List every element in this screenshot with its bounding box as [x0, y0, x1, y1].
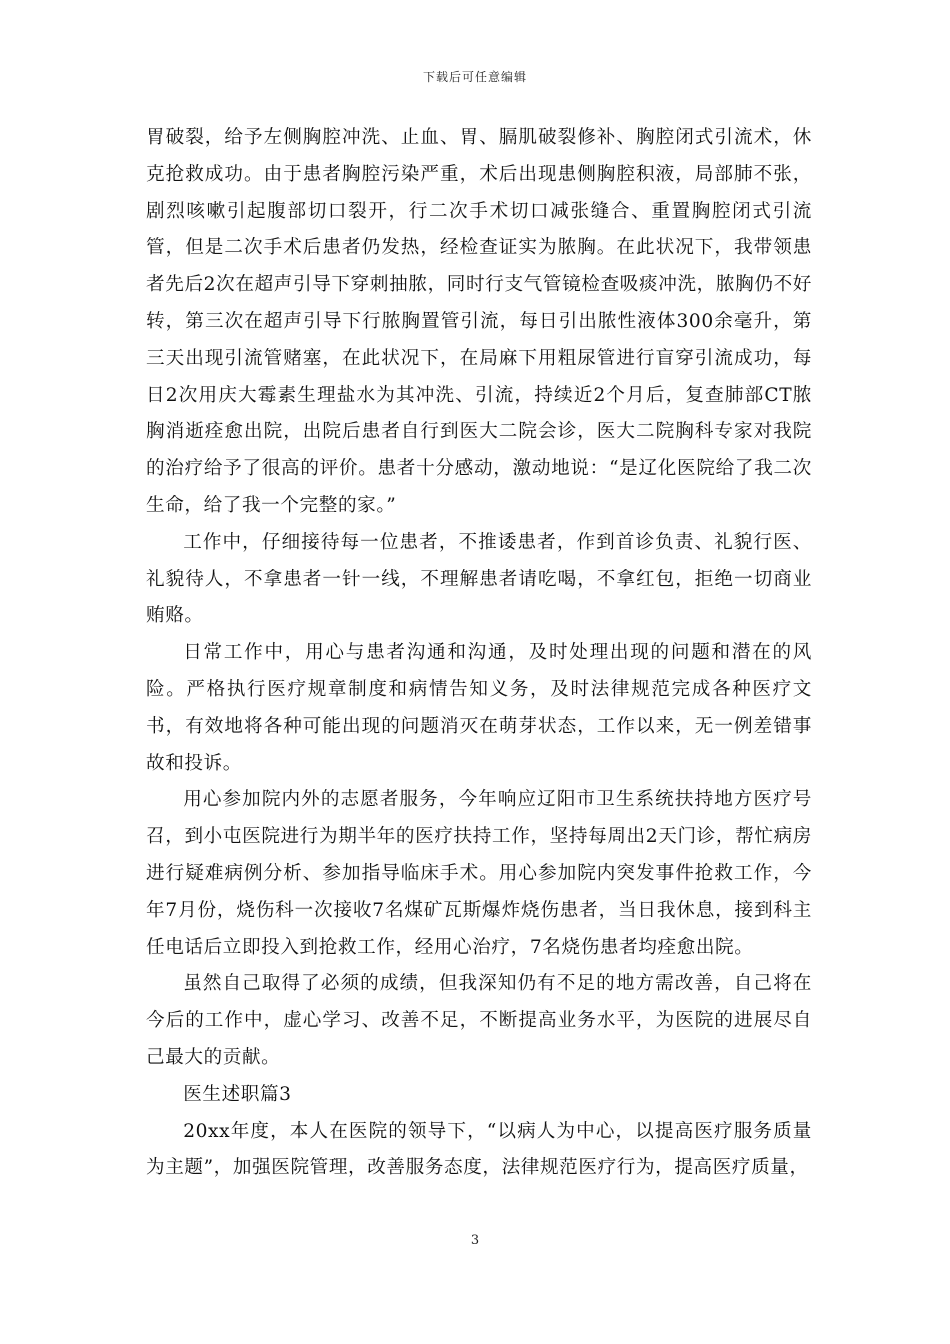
paragraph: 虽然自己取得了必须的成绩，但我深知仍有不足的地方需改善，自己将在今后的工作中，虚心学习、改善不足，不断提高业务水平，为医院的进展尽自己最大的贡献。: [146, 973, 812, 1068]
page-number: 3: [470, 1233, 480, 1248]
paragraph: 20xx年度，本人在医院的领导下，“以病人为中心，以提高医疗服务质量为主题”，加强医院管理，改善服务态度，法律规范医疗行为，提高医疗质量，: [146, 1120, 812, 1179]
paragraph: 工作中，仔细接待每一位患者，不推诿患者，作到首诊负责、礼貌行医、礼貌待人，不拿患者一针一线，不理解患者请吃喝，不拿红包，拒绝一切商业贿赂。: [146, 531, 812, 627]
page-header: 下载后可任意编辑: [422, 70, 527, 84]
paragraph: 日常工作中，用心与患者沟通和沟通，及时处理出现的问题和潜在的风险。严格执行医疗规章制度和病情告知义务，及时法律规范完成各种医疗文书，有效地将各种可能出现的问题消灭在萌芽状态，工作以来，无一例差错事故和投诉。: [146, 642, 812, 774]
document-body: [146, 120, 812, 1187]
paragraph: 用心参加院内外的志愿者服务，今年响应辽阳市卫生系统扶持地方医疗号召，到小屯医院进行为期半年的医疗扶持工作，坚持每周出2天门诊，帮忙病房进行疑难病例分析、参加指导临床手术。用心参加院内突发事件抢救工作，今年7月份，烧伤科一次接收7名煤矿瓦斯爆炸烧伤患者，当日我休息，接到科主任电话后立即投入到抢救工作，经用心治疗，7名烧伤患者均痊愈出院。: [146, 789, 812, 958]
section-heading: 医生述职篇3: [183, 1083, 292, 1105]
paragraph: 胃破裂，给予左侧胸腔冲洗、止血、胃、膈肌破裂修补、胸腔闭式引流术，休克抢救成功。由于患者胸腔污染严重，术后出现患侧胸腔积液，局部肺不张，剧烈咳嗽引起腹部切口裂开，行二次手术切口减张缝合、重置胸腔闭式引流管，但是二次手术后患者仍发热，经检查证实为脓胸。在此状况下，我带领患者先后2次在超声引导下穿刺抽脓，同时行支气管镜检查吸痰冲洗，脓胸仍不好转，第三次在超声引导下行脓胸置管引流，每日引出脓性液体300余毫升，第三天出现引流管赌塞，在此状况下，在局麻下用粗尿管进行盲穿引流成功，每日2次用庆大霉素生理盐水为其冲洗、引流，持续近2个月后，复查肺部CT脓胸消逝痊愈出院，出院后患者自行到医大二院会诊，医大二院胸科专家对我院的治疗给予了很高的评价。患者十分感动，激动地说：“是辽化医院给了我二次生命，给了我一个完整的家。”: [146, 127, 812, 516]
